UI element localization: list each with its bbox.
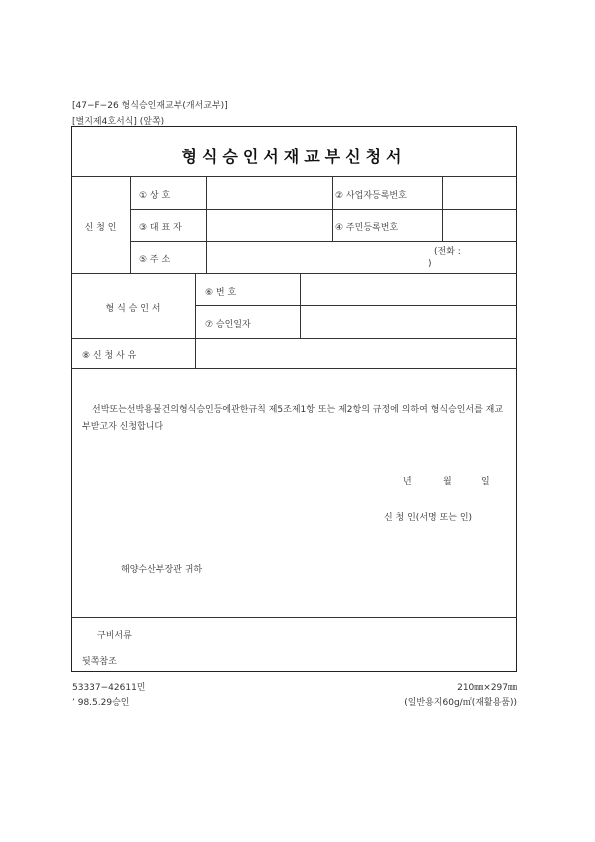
resident-reg-no-field[interactable] [443,210,516,240]
see-back-label: 뒷쪽참조 [82,657,117,667]
statement-text: 선박또는선박용물건의형식승인등에관한규칙 제5조제1항 또는 제2항의 규정에 의하여 형식승인서를 재교부받고자 신청합니다 [82,405,504,432]
address-field[interactable] [207,242,516,272]
address-label: ⑤ 주 소 [139,255,171,265]
approval-stamp-date: ’ 98.5.29승인 [72,698,130,708]
business-reg-no-field[interactable] [443,177,516,208]
business-reg-no-label: ② 사업자등록번호 [335,191,407,201]
attachments-label: 구비서류 [97,631,132,641]
representative-label: ③ 대 표 자 [139,223,182,233]
approval-date-label: ⑦ 승인일자 [205,320,251,330]
signature-label: 신 청 인(서명 또는 인) [384,513,473,523]
form-code: [47−F−26 형식승인재교부(개서교부)] [72,101,228,111]
reason-label: ⑧ 신 청 사 유 [82,351,137,361]
divider [130,176,131,273]
resident-reg-no-label: ④ 주민등록번호 [335,223,399,233]
phone-open-label: (전화 : [434,247,461,257]
form-title: 형식승인서재교부신청서 [181,147,407,166]
paper-size: 210㎜×297㎜ [457,683,517,693]
reason-field[interactable] [196,339,516,367]
trade-name-field[interactable] [207,177,331,208]
divider [71,617,517,618]
trade-name-label: ① 상 호 [139,191,171,201]
date-month-label: 월 [443,477,452,487]
divider [332,176,333,241]
approval-number-field[interactable] [301,274,516,304]
type-approval-group-label: 형 식 승 인 서 [105,304,161,314]
print-number: 53337−42611민 [72,683,146,693]
applicant-group-label: 신 청 인 [84,223,117,233]
approval-number-label: ⑥ 번 호 [205,288,237,298]
paper-spec: (일반용지60g/㎡(재활용품)) [404,698,517,708]
date-day-label: 일 [481,477,490,487]
approval-date-field[interactable] [301,306,516,337]
annex-label: [별지제4호서식] (앞쪽) [72,117,165,127]
addressee-label: 해양수산부장관 귀하 [121,565,203,575]
phone-close-label: ) [428,259,432,269]
representative-field[interactable] [207,210,331,240]
date-year-label: 년 [403,477,412,487]
divider [71,368,517,369]
